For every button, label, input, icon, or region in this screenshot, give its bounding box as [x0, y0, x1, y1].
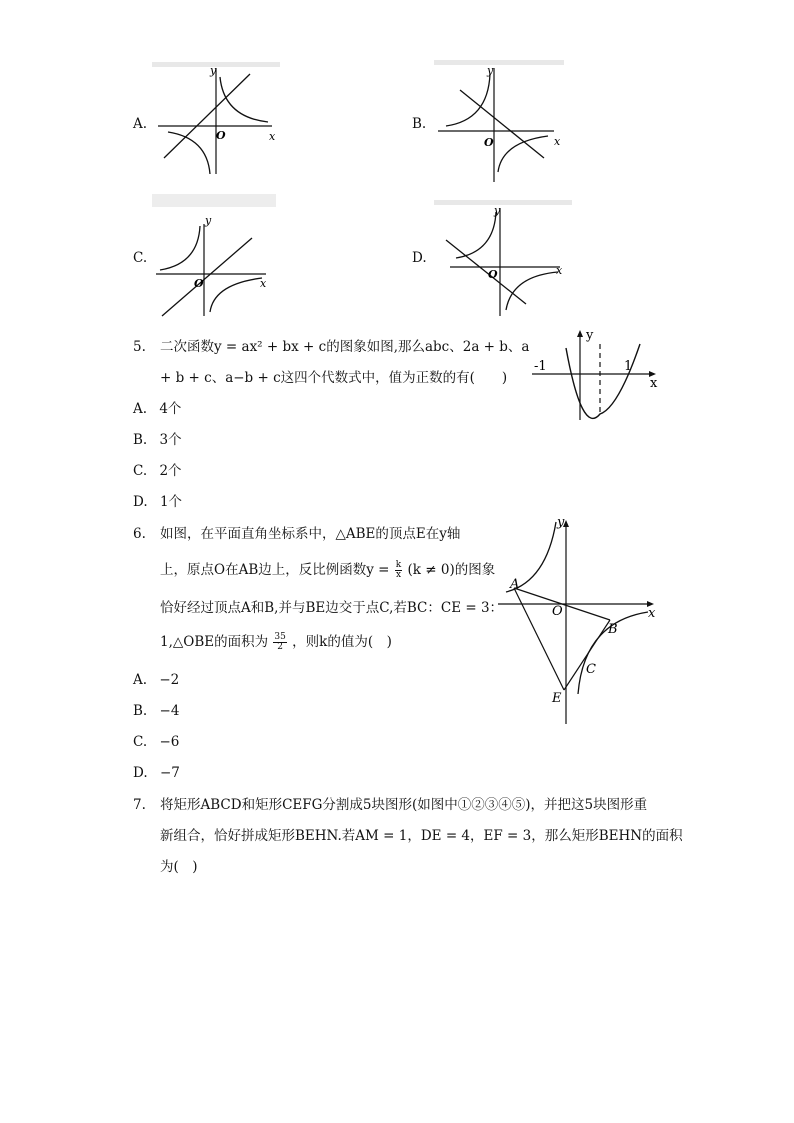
graph-d-origin-label: O	[488, 268, 498, 281]
q6-option-c[interactable]	[133, 732, 179, 752]
graph-d-y-label: y	[494, 204, 501, 217]
q6-stem-line4	[160, 632, 392, 652]
q5-stem-line1: 二次函数y = ax² + bx + c的图象如图,那么abc、2a + b、a	[160, 339, 530, 355]
q6-triangle-graph	[490, 512, 665, 727]
q4-option-a-label: A.	[133, 116, 148, 132]
q4-option-a-graph	[152, 62, 282, 177]
option-label: D.	[133, 765, 148, 781]
option-label: A.	[133, 672, 148, 688]
q5-option-d[interactable]	[133, 492, 182, 512]
q5-option-a[interactable]	[133, 399, 181, 419]
q5-stem-line2: + b + c、a−b + c这四个代数式中，值为正数的有( )	[160, 370, 508, 386]
q5-number: 5.	[133, 339, 146, 355]
graph-a-y-label: y	[210, 64, 217, 77]
option-label: D.	[133, 494, 148, 510]
q4-option-c-label: C.	[133, 250, 148, 266]
q6-graph-x-label: x	[648, 606, 656, 621]
graph-b-origin-label: O	[484, 136, 494, 149]
fraction-numerator: k	[395, 560, 402, 570]
q6-graph-B-label: B	[608, 622, 618, 637]
q6-number: 6.	[133, 526, 146, 542]
graph-c-origin-label: O	[194, 277, 204, 290]
q6-line4-start: 1,△OBE的面积为	[160, 634, 269, 650]
q6-line2-end: (k ≠ 0)的图象	[407, 562, 496, 578]
graph-a-x-label: x	[269, 130, 276, 143]
graph-d-x-label: x	[556, 264, 563, 277]
fraction-denominator: 2	[277, 642, 283, 652]
q6-graph-O-label: O	[552, 604, 563, 619]
q5-option-c[interactable]	[133, 461, 182, 481]
option-label: A.	[133, 401, 148, 417]
graph-b-y-label: y	[487, 64, 494, 77]
q7-stem-line1: 将矩形ABCD和矩形CEFG分割成5块图形(如图中①②③④⑤)，并把这5块图形重	[160, 797, 648, 813]
q6-option-d[interactable]	[133, 763, 180, 783]
q7-stem-line2: 新组合，恰好拼成矩形BEHN.若AM = 1，DE = 4，EF = 3，那么矩形BEHN的面积	[160, 828, 683, 844]
q6-graph-C-label: C	[586, 662, 596, 677]
q6-graph-y-label: y	[557, 515, 565, 530]
q6-function-fraction	[395, 561, 402, 580]
option-text: 4个	[159, 401, 182, 417]
q6-stem-line1: 如图，在平面直角坐标系中，△ABE的顶点E在y轴	[160, 526, 461, 542]
q4-option-b-graph	[434, 60, 564, 185]
q6-graph-A-label: A	[510, 577, 520, 592]
q5-graph-y-label: y	[586, 328, 594, 343]
q6-area-fraction	[273, 633, 286, 652]
graph-b-x-label: x	[554, 135, 561, 148]
q5-option-b[interactable]	[133, 430, 182, 450]
graph-c-y-label: y	[205, 214, 212, 227]
option-label: B.	[133, 432, 148, 448]
q4-option-b-label: B.	[412, 116, 427, 132]
option-text: 3个	[159, 432, 182, 448]
q6-line2-start: 上，原点O在AB边上，反比例函数y =	[160, 562, 390, 578]
q5-parabola-graph	[528, 326, 663, 421]
q6-option-b[interactable]	[133, 701, 179, 721]
q4-option-c-graph	[152, 194, 282, 319]
q6-graph-E-label: E	[552, 691, 562, 706]
option-text: −4	[159, 703, 180, 719]
fraction-denominator: x	[395, 570, 402, 580]
q5-graph-one-label: 1	[624, 359, 633, 374]
fraction-numerator: 35	[274, 632, 286, 642]
q5-graph-neg1-label: -1	[534, 359, 547, 374]
option-text: −6	[159, 734, 180, 750]
option-text: −2	[159, 672, 180, 688]
option-text: 1个	[159, 494, 183, 510]
option-text: −7	[159, 765, 180, 781]
option-label: B.	[133, 703, 148, 719]
q5-graph-x-label: x	[650, 376, 658, 391]
q4-option-d-label: D.	[412, 250, 427, 266]
option-label: C.	[133, 734, 148, 750]
graph-c-x-label: x	[260, 277, 267, 290]
option-text: 2个	[159, 463, 182, 479]
q4-option-d-graph	[434, 200, 574, 320]
q6-option-a[interactable]	[133, 670, 179, 690]
q7-stem-line3: 为( )	[160, 859, 198, 875]
q6-stem-line2	[160, 560, 495, 580]
q7-number: 7.	[133, 797, 146, 813]
graph-a-origin-label: O	[216, 129, 226, 142]
q6-stem-line3: 恰好经过顶点A和B,并与BE边交于点C,若BC：CE = 3：	[160, 600, 504, 616]
option-label: C.	[133, 463, 148, 479]
q6-line4-end: ，则k的值为( )	[292, 634, 392, 650]
